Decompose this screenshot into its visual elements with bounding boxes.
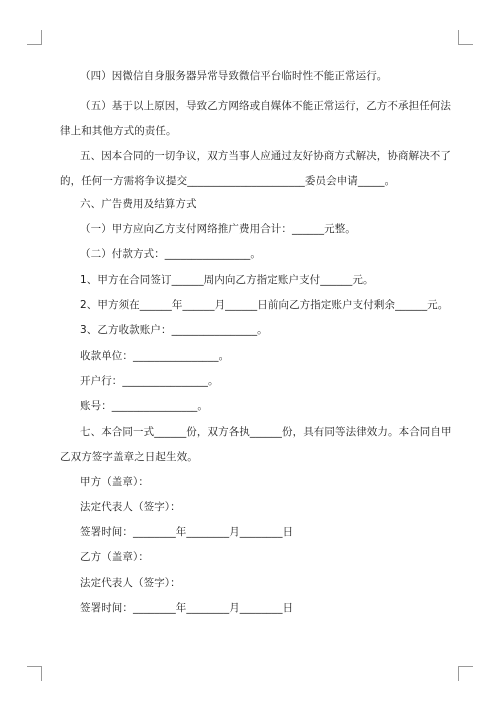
- section-6-heading: 六、广告费用及结算方式: [80, 198, 197, 210]
- party-b-sign-date: 签署时间：________年________月________日: [80, 602, 294, 614]
- clause-5-line-1: 五、因本合同的一切争议，双方当事人应通过友好协商方式解决，协商解决不了: [80, 150, 451, 162]
- party-a-sign-date: 签署时间：________年________月________日: [80, 526, 294, 538]
- party-a-representative: 法定代表人（签字）：: [80, 501, 181, 513]
- clause-4-4: （四）因微信自身服务器异常导致微信平台临时性不能正常运行。: [80, 70, 388, 82]
- party-a-seal: 甲方（盖章）：: [80, 476, 149, 488]
- bank-name: 开户行：________________。: [80, 375, 219, 387]
- account-number: 账号：________________。: [80, 400, 208, 412]
- clause-7-line-2: 乙双方签字盖章之日起生效。: [60, 451, 198, 463]
- party-b-seal: 乙方（盖章）：: [80, 551, 149, 563]
- clause-5-line-2: 的，任何一方需将争议提交______________________委员会申请_____。: [60, 175, 396, 187]
- party-b-representative: 法定代表人（签字）：: [80, 577, 181, 589]
- clause-7-line-1: 七、本合同一式______份，双方各执______份，具有同等法律效力。本合同自甲: [80, 426, 452, 438]
- clause-4-5-line-2: 律上和其他方式的责任。: [60, 125, 177, 137]
- top-right-crop-mark: [458, 30, 473, 45]
- clause-6-2: （二）付款方式：________________。: [80, 248, 261, 260]
- clause-4-5-line-1: （五）基于以上原因，导致乙方网络或自媒体不能正常运行，乙方不承担任何法: [80, 100, 451, 112]
- clause-6-1: （一）甲方应向乙方支付网络推广费用合计：______元整。: [80, 223, 356, 235]
- bottom-left-crop-mark: [27, 666, 42, 681]
- bottom-right-crop-mark: [458, 666, 473, 681]
- payment-item-2: 2、甲方须在______年______月______日前向乙方指定账户支付剩余______元。: [80, 299, 449, 311]
- payment-item-3: 3、乙方收款账户：________________。: [80, 324, 268, 336]
- payment-item-1: 1、甲方在合同签订______周内向乙方指定账户支付______元。: [80, 274, 374, 286]
- top-left-crop-mark: [27, 30, 42, 45]
- payee-name: 收款单位：________________。: [80, 350, 230, 362]
